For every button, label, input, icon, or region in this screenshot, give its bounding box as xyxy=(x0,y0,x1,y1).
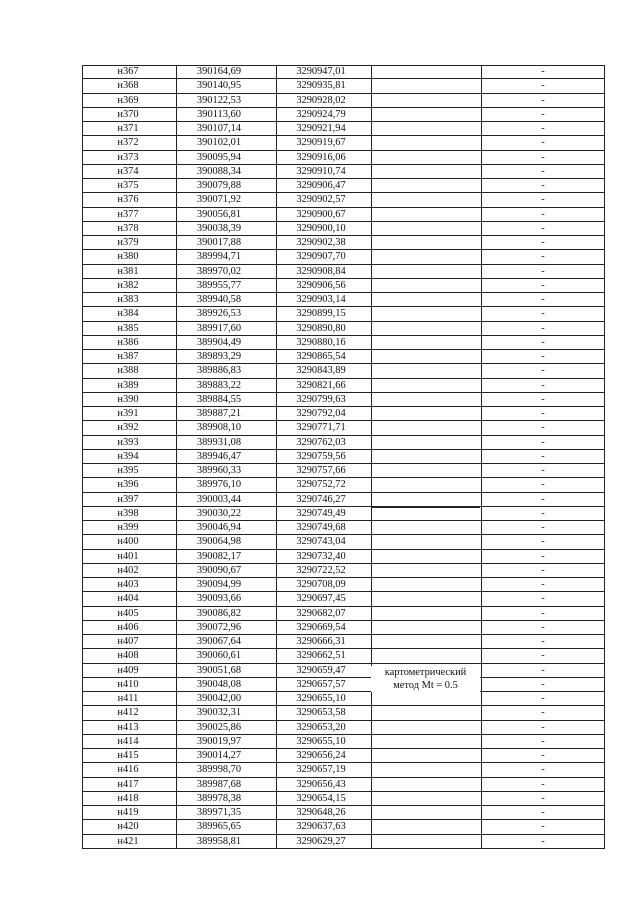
x-coordinate-cell: 390071,92 xyxy=(196,194,242,206)
column-border xyxy=(176,65,177,849)
point-name-cell: н388 xyxy=(117,365,139,377)
accuracy-cell: - xyxy=(541,137,545,149)
point-name-cell: н414 xyxy=(117,735,139,747)
table-row xyxy=(82,721,604,735)
point-name-cell: н375 xyxy=(117,180,139,191)
y-coordinate-cell: 3290821,66 xyxy=(296,379,346,391)
x-coordinate-cell: 389886,83 xyxy=(196,365,242,377)
point-name-cell: н386 xyxy=(117,336,139,348)
x-coordinate-cell: 390019,97 xyxy=(196,735,242,747)
x-coordinate-cell: 389987,68 xyxy=(196,778,242,790)
x-coordinate-cell: 390003,44 xyxy=(196,493,242,505)
coordinates-table xyxy=(82,65,604,849)
table-row xyxy=(82,208,604,222)
x-coordinate-cell: 390017,88 xyxy=(196,237,242,248)
table-row xyxy=(82,649,604,663)
y-coordinate-cell: 3290792,04 xyxy=(296,408,346,419)
accuracy-cell: - xyxy=(541,678,545,690)
y-coordinate-cell: 3290752,72 xyxy=(296,479,346,491)
table-row xyxy=(82,350,604,364)
y-coordinate-cell: 3290648,26 xyxy=(296,807,346,818)
table-row xyxy=(82,749,604,763)
point-name-cell: н392 xyxy=(117,422,139,434)
point-name-cell: н382 xyxy=(117,279,139,291)
x-coordinate-cell: 390042,00 xyxy=(196,693,242,704)
table-row xyxy=(82,592,604,606)
y-coordinate-cell: 3290653,20 xyxy=(296,721,346,733)
y-coordinate-cell: 3290928,02 xyxy=(296,94,346,106)
accuracy-cell: - xyxy=(541,750,545,761)
y-coordinate-cell: 3290656,24 xyxy=(296,750,346,761)
accuracy-cell: - xyxy=(541,108,545,120)
x-coordinate-cell: 389976,10 xyxy=(196,479,242,491)
y-coordinate-cell: 3290655,10 xyxy=(296,693,346,704)
accuracy-cell: - xyxy=(541,550,545,562)
x-coordinate-cell: 390086,82 xyxy=(196,607,242,619)
point-name-cell: н383 xyxy=(117,294,139,305)
table-row xyxy=(82,493,604,507)
point-name-cell: н412 xyxy=(117,707,139,719)
point-name-cell: н398 xyxy=(117,507,139,519)
point-name-cell: н419 xyxy=(117,807,139,818)
point-name-cell: н391 xyxy=(117,408,139,419)
y-coordinate-cell: 3290906,56 xyxy=(296,279,346,291)
table-row xyxy=(82,79,604,93)
y-coordinate-cell: 3290900,10 xyxy=(296,222,346,234)
x-coordinate-cell: 389946,47 xyxy=(196,450,242,462)
y-coordinate-cell: 3290906,47 xyxy=(296,180,346,191)
table-row xyxy=(82,635,604,649)
x-coordinate-cell: 389883,22 xyxy=(196,379,242,391)
x-coordinate-cell: 389893,29 xyxy=(196,351,242,362)
accuracy-cell: - xyxy=(541,308,545,320)
y-coordinate-cell: 3290653,58 xyxy=(296,707,346,719)
accuracy-cell: - xyxy=(541,94,545,106)
y-coordinate-cell: 3290903,14 xyxy=(296,294,346,305)
accuracy-cell: - xyxy=(541,792,545,804)
x-coordinate-cell: 390067,64 xyxy=(196,636,242,647)
table-row xyxy=(82,151,604,165)
accuracy-cell: - xyxy=(541,123,545,134)
point-name-cell: н410 xyxy=(117,678,139,690)
point-name-cell: н376 xyxy=(117,194,139,206)
accuracy-cell: - xyxy=(541,165,545,177)
y-coordinate-cell: 3290682,07 xyxy=(296,607,346,619)
y-coordinate-cell: 3290629,27 xyxy=(296,835,346,847)
point-name-cell: н416 xyxy=(117,764,139,776)
point-name-cell: н371 xyxy=(117,123,139,134)
x-coordinate-cell: 389994,71 xyxy=(196,251,242,263)
x-coordinate-cell: 390056,81 xyxy=(196,208,242,220)
table-row xyxy=(82,279,604,293)
x-coordinate-cell: 390095,94 xyxy=(196,151,242,163)
table-row xyxy=(82,450,604,464)
y-coordinate-cell: 3290843,89 xyxy=(296,365,346,377)
accuracy-cell: - xyxy=(541,450,545,462)
point-name-cell: н369 xyxy=(117,94,139,106)
x-coordinate-cell: 390060,61 xyxy=(196,650,242,662)
table-row xyxy=(82,236,604,250)
point-name-cell: н396 xyxy=(117,479,139,491)
point-name-cell: н384 xyxy=(117,308,139,320)
point-name-cell: н385 xyxy=(117,322,139,334)
x-coordinate-cell: 389960,33 xyxy=(196,465,242,476)
table-row xyxy=(82,222,604,236)
table-row xyxy=(82,535,604,549)
point-name-cell: н408 xyxy=(117,650,139,662)
table-row xyxy=(82,94,604,108)
y-coordinate-cell: 3290637,63 xyxy=(296,821,346,833)
accuracy-cell: - xyxy=(541,579,545,590)
x-coordinate-cell: 390064,98 xyxy=(196,536,242,548)
accuracy-cell: - xyxy=(541,536,545,548)
table-row xyxy=(82,550,604,564)
point-name-cell: н372 xyxy=(117,137,139,149)
table-row xyxy=(82,464,604,478)
table-row xyxy=(82,564,604,578)
point-name-cell: н403 xyxy=(117,579,139,590)
table-row xyxy=(82,706,604,720)
accuracy-cell: - xyxy=(541,735,545,747)
method-line-2: метод Mt = 0.5 xyxy=(393,680,458,692)
accuracy-cell: - xyxy=(541,422,545,434)
y-coordinate-cell: 3290921,94 xyxy=(296,123,346,134)
x-coordinate-cell: 390107,14 xyxy=(196,123,242,134)
point-name-cell: н390 xyxy=(117,393,139,405)
x-coordinate-cell: 390082,17 xyxy=(196,550,242,562)
x-coordinate-cell: 390102,01 xyxy=(196,137,242,149)
x-coordinate-cell: 389958,81 xyxy=(196,835,242,847)
accuracy-cell: - xyxy=(541,322,545,334)
y-coordinate-cell: 3290722,52 xyxy=(296,564,346,576)
column-border xyxy=(481,65,482,849)
x-coordinate-cell: 390025,86 xyxy=(196,721,242,733)
table-row xyxy=(82,165,604,179)
point-name-cell: н378 xyxy=(117,222,139,234)
point-name-cell: н406 xyxy=(117,621,139,633)
accuracy-cell: - xyxy=(541,251,545,263)
point-name-cell: н377 xyxy=(117,208,139,220)
x-coordinate-cell: 390051,68 xyxy=(196,664,242,676)
x-coordinate-cell: 389970,02 xyxy=(196,265,242,277)
table-row xyxy=(82,122,604,136)
x-coordinate-cell: 389978,38 xyxy=(196,792,242,804)
table-row xyxy=(82,307,604,321)
point-name-cell: н387 xyxy=(117,351,139,362)
x-coordinate-cell: 390032,31 xyxy=(196,707,242,719)
x-coordinate-cell: 389908,10 xyxy=(196,422,242,434)
y-coordinate-cell: 3290890,80 xyxy=(296,322,346,334)
table-row xyxy=(82,421,604,435)
accuracy-cell: - xyxy=(541,265,545,277)
y-coordinate-cell: 3290757,66 xyxy=(296,465,346,476)
y-coordinate-cell: 3290657,57 xyxy=(296,678,346,690)
accuracy-cell: - xyxy=(541,650,545,662)
table-row xyxy=(82,621,604,635)
point-name-cell: н381 xyxy=(117,265,139,277)
point-name-cell: н400 xyxy=(117,536,139,548)
y-coordinate-cell: 3290865,54 xyxy=(296,351,346,362)
y-coordinate-cell: 3290935,81 xyxy=(296,80,346,92)
table-row xyxy=(82,678,604,692)
y-coordinate-cell: 3290771,71 xyxy=(296,422,346,434)
column-border xyxy=(82,65,83,849)
accuracy-cell: - xyxy=(541,436,545,448)
table-row xyxy=(82,578,604,592)
y-coordinate-cell: 3290666,31 xyxy=(296,636,346,647)
accuracy-cell: - xyxy=(541,835,545,847)
accuracy-cell: - xyxy=(541,180,545,191)
x-coordinate-cell: 390122,53 xyxy=(196,94,242,106)
accuracy-cell: - xyxy=(541,66,545,77)
accuracy-cell: - xyxy=(541,522,545,533)
accuracy-cell: - xyxy=(541,336,545,348)
y-coordinate-cell: 3290669,54 xyxy=(296,621,346,633)
point-name-cell: н367 xyxy=(117,66,139,77)
y-coordinate-cell: 3290947,01 xyxy=(296,66,346,77)
x-coordinate-cell: 390030,22 xyxy=(196,507,242,519)
table-row xyxy=(82,407,604,421)
x-coordinate-cell: 390014,27 xyxy=(196,750,242,761)
column-border xyxy=(604,65,605,849)
point-name-cell: н393 xyxy=(117,436,139,448)
table-row xyxy=(82,265,604,279)
x-coordinate-cell: 389965,65 xyxy=(196,821,242,833)
method-divider xyxy=(371,507,480,508)
accuracy-cell: - xyxy=(541,294,545,305)
y-coordinate-cell: 3290749,49 xyxy=(296,507,346,519)
point-name-cell: н379 xyxy=(117,237,139,248)
table-row xyxy=(82,293,604,307)
y-coordinate-cell: 3290657,19 xyxy=(296,764,346,776)
accuracy-cell: - xyxy=(541,351,545,362)
point-name-cell: н404 xyxy=(117,593,139,605)
point-name-cell: н420 xyxy=(117,821,139,833)
accuracy-cell: - xyxy=(541,408,545,419)
accuracy-cell: - xyxy=(541,493,545,505)
table-row xyxy=(82,792,604,806)
x-coordinate-cell: 389887,21 xyxy=(196,408,242,419)
y-coordinate-cell: 3290746,27 xyxy=(296,493,346,505)
accuracy-cell: - xyxy=(541,279,545,291)
point-name-cell: н413 xyxy=(117,721,139,733)
table-row xyxy=(82,607,604,621)
accuracy-cell: - xyxy=(541,479,545,491)
table-row xyxy=(82,136,604,150)
x-coordinate-cell: 390079,88 xyxy=(196,180,242,191)
x-coordinate-cell: 390046,94 xyxy=(196,522,242,533)
point-name-cell: н374 xyxy=(117,165,139,177)
point-name-cell: н402 xyxy=(117,564,139,576)
x-coordinate-cell: 390048,08 xyxy=(196,678,242,690)
y-coordinate-cell: 3290924,79 xyxy=(296,108,346,120)
point-name-cell: н397 xyxy=(117,493,139,505)
point-name-cell: н421 xyxy=(117,835,139,847)
x-coordinate-cell: 390113,60 xyxy=(197,108,241,120)
accuracy-cell: - xyxy=(541,379,545,391)
accuracy-cell: - xyxy=(541,222,545,234)
table-row xyxy=(82,778,604,792)
accuracy-cell: - xyxy=(541,593,545,605)
point-name-cell: н417 xyxy=(117,778,139,790)
point-name-cell: н411 xyxy=(117,693,139,704)
y-coordinate-cell: 3290919,67 xyxy=(296,137,346,149)
table-row xyxy=(82,664,604,678)
y-coordinate-cell: 3290743,04 xyxy=(296,536,346,548)
point-name-cell: н389 xyxy=(117,379,139,391)
y-coordinate-cell: 3290910,74 xyxy=(296,165,346,177)
table-row xyxy=(82,322,604,336)
table-row xyxy=(82,393,604,407)
point-name-cell: н368 xyxy=(117,80,139,92)
x-coordinate-cell: 390038,39 xyxy=(196,222,242,234)
accuracy-cell: - xyxy=(541,393,545,405)
accuracy-cell: - xyxy=(541,465,545,476)
accuracy-cell: - xyxy=(541,365,545,377)
x-coordinate-cell: 389940,58 xyxy=(196,294,242,305)
table-row xyxy=(82,250,604,264)
x-coordinate-cell: 389998,70 xyxy=(196,764,242,776)
y-coordinate-cell: 3290759,56 xyxy=(296,450,346,462)
table-row xyxy=(82,108,604,122)
table-row xyxy=(82,835,604,849)
x-coordinate-cell: 390093,66 xyxy=(196,593,242,605)
method-cell xyxy=(371,666,480,692)
point-name-cell: н395 xyxy=(117,465,139,476)
y-coordinate-cell: 3290708,09 xyxy=(296,579,346,590)
point-name-cell: н405 xyxy=(117,607,139,619)
table-row xyxy=(82,820,604,834)
accuracy-cell: - xyxy=(541,507,545,519)
x-coordinate-cell: 390164,69 xyxy=(196,66,242,77)
table-row xyxy=(82,179,604,193)
accuracy-cell: - xyxy=(541,707,545,719)
x-coordinate-cell: 390072,96 xyxy=(196,621,242,633)
accuracy-cell: - xyxy=(541,237,545,248)
accuracy-cell: - xyxy=(541,208,545,220)
point-name-cell: н380 xyxy=(117,251,139,263)
accuracy-cell: - xyxy=(541,664,545,676)
table-row xyxy=(82,364,604,378)
y-coordinate-cell: 3290762,03 xyxy=(296,436,346,448)
y-coordinate-cell: 3290902,38 xyxy=(296,237,346,248)
y-coordinate-cell: 3290900,67 xyxy=(296,208,346,220)
table-row xyxy=(82,763,604,777)
y-coordinate-cell: 3290662,51 xyxy=(296,650,346,662)
table-row xyxy=(82,193,604,207)
table-row xyxy=(82,507,604,521)
point-name-cell: н394 xyxy=(117,450,139,462)
x-coordinate-cell: 389931,08 xyxy=(196,436,242,448)
y-coordinate-cell: 3290907,70 xyxy=(296,251,346,263)
accuracy-cell: - xyxy=(541,151,545,163)
x-coordinate-cell: 389917,60 xyxy=(196,322,242,334)
accuracy-cell: - xyxy=(541,764,545,776)
accuracy-cell: - xyxy=(541,807,545,818)
x-coordinate-cell: 390094,99 xyxy=(196,579,242,590)
y-coordinate-cell: 3290732,40 xyxy=(296,550,346,562)
accuracy-cell: - xyxy=(541,621,545,633)
table-row xyxy=(82,379,604,393)
point-name-cell: н407 xyxy=(117,636,139,647)
x-coordinate-cell: 389884,55 xyxy=(196,393,242,405)
x-coordinate-cell: 389971,35 xyxy=(196,807,242,818)
table-row xyxy=(82,65,604,79)
y-coordinate-cell: 3290908,84 xyxy=(296,265,346,277)
y-coordinate-cell: 3290656,43 xyxy=(296,778,346,790)
x-coordinate-cell: 390090,67 xyxy=(196,564,242,576)
point-name-cell: н418 xyxy=(117,792,139,804)
y-coordinate-cell: 3290697,45 xyxy=(296,593,346,605)
accuracy-cell: - xyxy=(541,693,545,704)
y-coordinate-cell: 3290749,68 xyxy=(296,522,346,533)
accuracy-cell: - xyxy=(541,636,545,647)
y-coordinate-cell: 3290655,10 xyxy=(296,735,346,747)
table-row xyxy=(82,478,604,492)
accuracy-cell: - xyxy=(541,194,545,206)
table-row xyxy=(82,521,604,535)
y-coordinate-cell: 3290654,15 xyxy=(296,792,346,804)
point-name-cell: н399 xyxy=(117,522,139,533)
accuracy-cell: - xyxy=(541,607,545,619)
accuracy-cell: - xyxy=(541,721,545,733)
y-coordinate-cell: 3290902,57 xyxy=(296,194,346,206)
y-coordinate-cell: 3290916,06 xyxy=(296,151,346,163)
table-row xyxy=(82,436,604,450)
point-name-cell: н409 xyxy=(117,664,139,676)
point-name-cell: н401 xyxy=(117,550,139,562)
accuracy-cell: - xyxy=(541,821,545,833)
table-row xyxy=(82,336,604,350)
table-row xyxy=(82,692,604,706)
x-coordinate-cell: 390140,95 xyxy=(196,80,242,92)
accuracy-cell: - xyxy=(541,80,545,92)
accuracy-cell: - xyxy=(541,564,545,576)
x-coordinate-cell: 390088,34 xyxy=(196,165,242,177)
table-row xyxy=(82,806,604,820)
accuracy-cell: - xyxy=(541,778,545,790)
table-row xyxy=(82,735,604,749)
point-name-cell: н373 xyxy=(117,151,139,163)
y-coordinate-cell: 3290899,15 xyxy=(296,308,346,320)
point-name-cell: н415 xyxy=(117,750,139,761)
x-coordinate-cell: 389926,53 xyxy=(196,308,242,320)
x-coordinate-cell: 389955,77 xyxy=(196,279,242,291)
y-coordinate-cell: 3290880,16 xyxy=(296,336,346,348)
point-name-cell: н370 xyxy=(117,108,139,120)
y-coordinate-cell: 3290659,47 xyxy=(296,664,346,676)
x-coordinate-cell: 389904,49 xyxy=(196,336,242,348)
column-border xyxy=(371,65,372,849)
method-line-1: картометрический xyxy=(384,667,467,679)
y-coordinate-cell: 3290799,63 xyxy=(296,393,346,405)
column-border xyxy=(276,65,277,849)
